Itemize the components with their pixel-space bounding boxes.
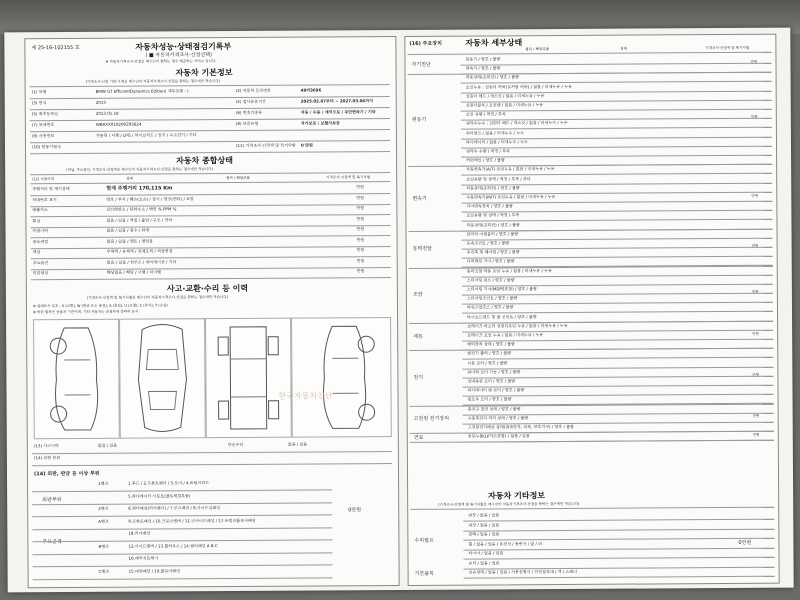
group-price-unit: 만원 [752, 432, 760, 437]
right-page [404, 34, 779, 586]
main-devices-header: (16) 주요장치 [409, 40, 442, 47]
status-label: 배출가스 [32, 207, 48, 213]
row-divider [32, 514, 332, 517]
row-divider [32, 451, 392, 454]
detail-item: 오일유량 및 상태 / 적정 / 부족 [466, 212, 520, 218]
status-label: 용도변경 [32, 238, 49, 244]
accident-value: 없음 / 있음 [97, 442, 118, 448]
other-item: 유리 / 없음 / 있음 [468, 559, 500, 566]
parts-items: 16.패키지트레이 [128, 555, 159, 561]
field-label: (7) 차대번호 [31, 122, 55, 128]
group-divider [410, 403, 774, 406]
detail-group-name: 동력전달 [412, 245, 432, 253]
group-price-unit: 만원 [751, 289, 759, 295]
detail-item: 연료누출(LP가스포함) / 없음 / 있음 [467, 433, 530, 439]
document-title: 자동차성능·상태점검기록부 [135, 42, 232, 52]
detail-item: 스티어링 펌프 / 양호 / 불량 [466, 277, 515, 283]
detail-item: 원동기 / 양호 / 불량 [465, 56, 501, 62]
detail-item: 구동축전지 격리 상태 / 양호 / 불량 [467, 415, 529, 421]
section-accident-title: 사고·교환·수리 등 이력 [166, 283, 249, 294]
group-price-unit: 만원 [750, 115, 758, 120]
detail-item: 냉각수 수량 / 적정 / 부족 [466, 148, 510, 154]
column-header: 가격조사·산정액 및 특기사항 [705, 45, 750, 51]
row-divider [30, 204, 390, 207]
column-header: 항목 / 해당부품 [226, 175, 250, 181]
group-divider [409, 321, 773, 324]
service-notice: ※ 자동차가격조사·산정은 매수인이 원하는 경우 제공하는 서비스 입니다. [105, 59, 217, 64]
watermark-stamp: 한국자동차진단 [278, 391, 333, 401]
group-price-unit: 만원 [751, 193, 759, 198]
detail-item: 냉각수누수 : 실린더 헤드 / 개스킷 / 없음 / 미세누수 / 누수 [465, 120, 568, 126]
status-label: 차대번호 표기 [32, 196, 57, 202]
row-divider [461, 109, 772, 112]
group-divider [409, 265, 773, 268]
status-price: 만원 [356, 247, 365, 253]
parts-items: 18.리어패널 [128, 530, 151, 536]
section-basic-info-note: (가격조사·산정 기관·가격은 매수인이 자동차가격조사·산정을 원하는 경우에만 적습니다) [85, 79, 221, 84]
parts-rank: 2랭크 [98, 505, 109, 511]
detail-item: 작동상태(공회전) / 양호 / 불량 [466, 221, 520, 228]
parts-items: 9.프론트패널 / 10.크로스멤버 / 11.인사이드패널 / 17.트렁크플로어패널 [128, 517, 256, 524]
status-value: 없음 / 있음 / 적법 / 불법 / 구조 / 장치 [106, 216, 173, 223]
detail-item: 시동 모터 / 양호 / 불량 [467, 359, 508, 366]
parts-rank: B랭크 [98, 543, 109, 549]
field-label: (5) 최초등록일 [31, 111, 59, 117]
detail-item: 스티어링 기어(MDPS포함) / 양호 / 불량 [466, 286, 537, 292]
parts-table-header: (14) 외판, 판금 등 이상 부위 [33, 470, 100, 478]
row-divider [31, 267, 391, 270]
row-divider [32, 527, 332, 530]
group-price-unit: 만원 [752, 331, 759, 336]
detail-item: 라디에이터 / 없음 / 미세누수 / 누수 [465, 139, 528, 145]
detail-group-name: 제동 [413, 333, 423, 340]
accident-label: (14) 외판 부위 [33, 455, 61, 461]
other-item: 외장 / 없음 / 있음 [468, 512, 500, 518]
detail-group-name: 연료 [413, 434, 424, 441]
row-divider [32, 489, 332, 492]
status-value: 해당없음 / 해당 / 이행 / 미이행 [106, 269, 161, 275]
detail-group-name: 조향 [412, 292, 423, 299]
field-value: 자가보증 / 보험사보증 [300, 120, 340, 126]
status-value: 무채색 / 유채색 / 전체도색 / 색상변경 [106, 248, 173, 254]
column-header: 항목 / 해당부품 [525, 47, 550, 52]
other-item: 광택 / 없음 / 있음 [468, 531, 500, 537]
field-label: (8) 보증유형 [235, 120, 259, 126]
detail-item: 클러치 어셈블리 / 양호 / 불량 [466, 231, 519, 237]
group-divider [409, 229, 773, 232]
other-group-name: 수리필요 [414, 537, 434, 544]
status-symbol-legend-2: ※ 하단 항목은 승용차 기준이며, 기타 자동차는 승용차에 준하여 표시 [32, 309, 139, 315]
row-divider [31, 256, 391, 259]
status-price: 만원 [356, 205, 365, 211]
status-price: 만원 [356, 257, 365, 263]
parts-items: 1.후드 / 2.프론트펜더 / 3.도어 / 4.트렁크리드 [128, 480, 210, 486]
other-price-note: 0만원 [738, 539, 752, 546]
group-price-unit: 만원 [752, 372, 760, 377]
field-label: (1) 차명 [31, 89, 47, 95]
group-divider [408, 164, 772, 167]
detail-group-name: 고전원 전기장치 [413, 416, 450, 423]
detail-item: 추진축 및 베어링 / 양호 / 불량 [466, 249, 520, 255]
main-frame-label: 주요골격 [42, 539, 62, 546]
parts-rank: C랭크 [98, 568, 110, 574]
accident-label: 단순수리 [227, 441, 244, 448]
detail-item: 디퍼렌셜 기어 / 양호 / 불량 [466, 258, 515, 264]
other-item: 휠 / 없음 / 있음 / 운전석 / 동반석 / 앞 / 뒤 [468, 540, 543, 547]
detail-item: 기어변속장치 / 양호 / 불량 [466, 203, 513, 209]
detail-group-name: 자기진단 [411, 61, 431, 69]
car-diagram-top [119, 318, 206, 439]
parts-items: 15.대쉬패널 / 19.플로어패널 [128, 567, 180, 574]
detail-item: 와이퍼 모터 기능 / 양호 / 불량 [467, 369, 521, 375]
inspection-document [4, 28, 793, 593]
row-divider [463, 519, 774, 522]
status-price: 만원 [356, 268, 365, 274]
status-value: 현재 주행거리 170,115 Km [106, 185, 173, 192]
group-price-unit: 만원 [750, 59, 758, 65]
detail-item: 충전구 절연 상태 / 양호 / 불량 [467, 405, 521, 412]
row-divider [33, 577, 333, 580]
detail-item: 등속조인트 / 양호 / 불량 [466, 240, 510, 246]
row-divider [32, 552, 332, 555]
detail-item: 타이로드엔드 및 볼 조인트 / 양호 / 불량 [467, 313, 537, 320]
field-value: 자동 / 수동 / 세미오토 / 무단변속기 / 기타 [300, 109, 376, 115]
detail-item: 변속기 / 양호 / 불량 [465, 65, 501, 71]
row-divider [462, 357, 773, 360]
row-divider [33, 564, 333, 567]
status-value: 양호 / 부식 / 훼손(오손) / 상이 / 변조(변타) / 도말 [106, 195, 194, 202]
detail-item: 파워고압호스 / 양호 / 불량 [466, 304, 514, 310]
group-divider [408, 72, 772, 75]
row-divider [30, 193, 390, 196]
row-divider [31, 235, 391, 238]
row-divider [31, 246, 391, 249]
status-label: 색상 [32, 249, 41, 255]
group-divider [409, 348, 773, 351]
document-number: 제 25-16-102155 호 [31, 44, 80, 52]
field-value: WBAXX010200Z95624 [95, 121, 142, 127]
field-value: 가솔린 / 디젤 / LPG / 하이브리드 / 전기 / 수소전기 / 기타 [95, 132, 197, 138]
detail-item: 브레이크 오일 누유 / 없음 / 미세누유 / 누유 [467, 332, 544, 338]
detail-item: 작동상태(공회전) / 양호 / 불량 [466, 185, 520, 191]
car-diagram-side-right [291, 317, 392, 438]
column-header: (12) 사용이력 [32, 177, 55, 182]
field-label: (2) 자동차 등록번호 [235, 87, 271, 93]
detail-item: 자동변속기(A/T) 오일누유 / 없음 / 미세누유 / 누유 [466, 166, 555, 172]
parts-items: 12.사이드멤버 / 13.휠하우스 / 14.필러패널 A B C [128, 542, 218, 549]
detail-group-name: 변속기 [412, 195, 427, 202]
status-price: 만원 [356, 215, 365, 221]
status-label: 특별이력 [32, 228, 48, 234]
field-label: (3) 연식 [31, 100, 47, 106]
detail-item: 오일누유 : 실린더 커버(로커암 커버) / 없음 / 미세누유 / 누유 [465, 83, 572, 90]
status-label: 튜닝 [32, 217, 41, 223]
car-diagram-frame [205, 318, 292, 439]
row-divider [463, 547, 774, 550]
other-group-name: 기본품목 [414, 570, 434, 577]
detail-item: 워터펌프 / 없음 / 미세누수 / 누수 [465, 129, 524, 136]
row-divider [31, 277, 391, 280]
detail-item: 수동변속기(M/T) 오일누유 / 없음 / 미세누유 / 누유 [466, 194, 556, 200]
section-basic-info-title: 자동차 기본정보 [175, 68, 233, 78]
detail-item: 실린더 헤드 / 개스킷 / 없음 / 미세누유 / 누유 [465, 92, 545, 99]
row-divider [461, 63, 772, 66]
detail-item: 브레이크 마스터 실린더오일 누유 / 없음 / 미세누유 / 누유 [467, 322, 568, 329]
group-price-unit: 만원 [752, 414, 760, 419]
field-value: 0 만원 [300, 142, 313, 148]
field-label: (6) 변속기종류 [235, 109, 263, 115]
field-label: (11) 가격조사·산정액 및 특기사항 [235, 142, 296, 148]
status-value: 없음 / 있음 / 렌트 / 영업용 [106, 238, 154, 244]
car-diagram-side-left [33, 319, 120, 440]
other-info-note: (가격조사·산정액 및 특기사항은 매수인이 자동차가격조사·산정을 원하는 경우에만 적습니다) [438, 501, 580, 507]
status-value: 일산화탄소 / 탄화수소 / 매연 % PPM % [106, 206, 177, 212]
detail-item: 배력장치 상태 / 양호 / 불량 [467, 341, 515, 347]
field-label: (4) 검사유효기간 [235, 98, 266, 104]
detail-group-name: 원동기 [411, 117, 427, 124]
outer-panel-label: 외판부위 [42, 497, 62, 504]
row-divider [30, 140, 390, 143]
group-price-unit: 만원 [751, 243, 759, 249]
detail-item: 스티어링조인트 / 양호 / 불량 [466, 295, 518, 301]
group-divider [410, 431, 774, 434]
section-overall-status-title: 자동차 종합상태 [176, 156, 234, 166]
row-divider [32, 463, 392, 466]
field-label: (9) 사용연료 [31, 133, 55, 139]
status-price: 만원 [356, 226, 365, 232]
section-overall-status-note: (색상, 주요옵션, 가격조사·산정액은 매수인이 자동차가격조사·산정을 원하는 경우에만 적습니다) [66, 167, 213, 173]
status-label: 주행거리 및 계기상태 [32, 186, 70, 192]
status-label: 주요옵션 [32, 259, 49, 265]
row-divider [463, 528, 774, 531]
detail-item: 오일유량 및 상태 / 적정 / 부족 / 과다 [466, 175, 531, 182]
divider [407, 52, 771, 55]
detail-item: 실린더블록 / 오일팬 / 없음 / 미세누유 / 누유 [465, 102, 544, 108]
detail-status-title: 자동차 세부상태 [465, 38, 523, 48]
parts-items: 5.라디에이터 서포트(볼트체결부품) [128, 492, 191, 499]
accident-label: (13) 사고이력 [33, 443, 59, 449]
detail-item: 오일 유량 / 적정 / 부족 [465, 111, 506, 117]
row-divider [32, 502, 332, 505]
status-price: 만원 [356, 184, 364, 190]
detail-item: 윈도우 모터 / 양호 / 불량 [467, 396, 512, 402]
other-info-title: 자동차 기타정보 [488, 491, 546, 501]
detail-item: 발전기 출력 / 양호 / 불량 [467, 350, 512, 356]
parts-items: 6.쿼터패널(리어펜더) / 7.루프패널 / 8.사이드실패널 [128, 505, 221, 511]
row-divider [30, 225, 390, 228]
row-divider [461, 155, 772, 158]
field-label: (10) 원동기형식 [31, 144, 61, 150]
field-value: 2025.02.07부터 ~ 2027.03.06까지 [300, 98, 373, 104]
detail-item: 커먼레일 / 양호 / 불량 [466, 157, 505, 163]
field-value: 2013.01.18 [95, 110, 119, 116]
column-header: 상태 [620, 46, 628, 51]
column-header: 가격조사·산정액 및 특기사항 [326, 175, 371, 180]
row-divider [464, 557, 775, 560]
row-divider [30, 151, 390, 154]
detail-item: 고전원전기배선 상태(접속단자, 피복, 보호기구) / 양호 / 불량 [467, 423, 574, 430]
status-value: 없음 / 있음 / 침수 / 화재 [106, 227, 150, 233]
status-label: 리콜대상 [32, 270, 49, 276]
divider [30, 84, 390, 87]
status-price: 만원 [356, 194, 365, 200]
detail-item: 실내송풍 모터 / 양호 / 불량 [467, 378, 516, 384]
row-divider [30, 129, 390, 132]
status-price: 만원 [356, 236, 365, 242]
row-divider [30, 181, 390, 184]
status-symbol-legend: ※ 상태표시 부호 : X (교환), W (판금 또는 용접), A (흠집), U (요철), C (부식), T (손상) [32, 303, 168, 309]
field-value: 49러3696 [300, 87, 322, 93]
document-subtitle: ( ■ 자동차가격조사·산정선택) [145, 52, 212, 59]
accident-value: 없음 / 있음 [287, 441, 308, 447]
detail-item: 라디에이터 팬 모터 / 양호 / 불량 [467, 387, 525, 393]
detail-item: 작동상태(공회전) / 양호 / 불량 [465, 74, 520, 80]
field-value: BMW GT EfficientDynamics Edition( 세부모델 : ) [95, 88, 189, 94]
detail-item: 동력조향 작동 오일 누유 / 없음 / 미세누유 / 누유 [466, 267, 552, 274]
status-value: 없음 / 있음 / 썬루프 / 네비게이션 / 기타 [106, 258, 177, 265]
row-divider [30, 214, 390, 217]
field-value: 2013 [95, 99, 106, 105]
parts-price-note: 0만원 [348, 507, 362, 514]
group-divider [410, 440, 774, 443]
column-header: 상태 [126, 176, 133, 181]
row-divider [32, 539, 332, 542]
left-page [24, 36, 399, 588]
parts-rank: 1랭크 [98, 480, 109, 486]
detail-group-name: 전기 [413, 374, 424, 381]
other-item: 내장 / 없음 / 있음 [468, 521, 500, 528]
section-accident-note: (가격조사·산정액 및 특기사항은 매수인이 자동차가격조사·산정을 원하는 경우에만 적습니다) [86, 295, 229, 300]
other-item: 보유상태 / 없음 / 있음 / 사용설명서 / 안전삼각대 / 잭 / 스패너 [468, 568, 577, 575]
parts-rank: A랭크 [98, 518, 109, 524]
other-item: 타이어 / 없음 / 있음 [468, 550, 504, 556]
row-divider [464, 576, 775, 579]
